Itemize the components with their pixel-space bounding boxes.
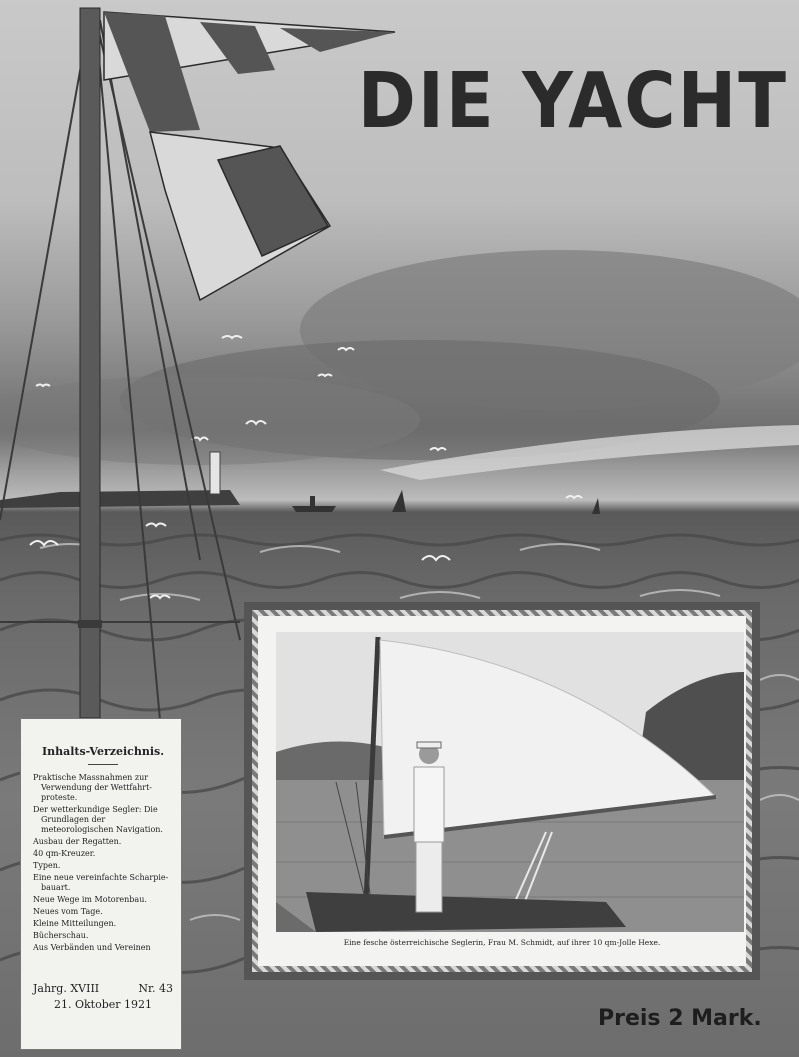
contents-item: Neues vom Tage. bbox=[33, 907, 103, 916]
issue-number: Nr. 43 bbox=[138, 982, 173, 995]
steamer-funnel bbox=[310, 496, 315, 506]
contents-title: Inhalts-Verzeichnis. bbox=[41, 745, 165, 758]
contents-item: Typen. bbox=[33, 861, 61, 870]
contents-item: Eine neue vereinfachte Scharpie-bauart. bbox=[33, 873, 169, 892]
steamer bbox=[292, 506, 336, 512]
contents-divider bbox=[88, 764, 118, 765]
mast-band bbox=[78, 620, 102, 628]
contents-item: Neue Wege im Motorenbau. bbox=[33, 895, 147, 904]
lighthouse bbox=[210, 452, 220, 494]
mast bbox=[80, 8, 100, 718]
photo-frame bbox=[244, 602, 760, 980]
contents-item: Kleine Mitteilungen. bbox=[33, 919, 117, 928]
distant-sail bbox=[392, 490, 406, 512]
price-label: Preis 2 Mark. bbox=[598, 1006, 762, 1031]
sailboat-photo bbox=[276, 632, 744, 932]
issue-volume: Jahrg. XVIII bbox=[33, 982, 100, 995]
distant-sail bbox=[592, 498, 600, 514]
contents-item: Der wetterkundige Segler: Die Grundlagen der meteorologischen Navigation. bbox=[33, 805, 163, 834]
photo-card bbox=[258, 616, 746, 966]
contents-list bbox=[33, 773, 173, 953]
contents-item: 40 qm-Kreuzer. bbox=[33, 849, 96, 858]
photo-caption: Eine fesche österreichische Seglerin, Frau M. Schmidt, auf ihrer 10 qm-Jolle Hexe. bbox=[343, 938, 661, 947]
contents-item: Bücherschau. bbox=[33, 931, 89, 940]
contents-panel bbox=[20, 718, 182, 1050]
issue-date: 21. Oktober 1921 bbox=[53, 998, 153, 1011]
issue-info bbox=[33, 981, 173, 1013]
contents-item: Praktische Massnahmen zur Verwendung der Wettfahrt-proteste. bbox=[33, 773, 153, 802]
contents-item: Aus Verbänden und Vereinen bbox=[33, 943, 151, 952]
contents-item: Ausbau der Regatten. bbox=[33, 837, 122, 846]
masthead-title: DIE YACHT bbox=[357, 55, 788, 146]
headland bbox=[0, 490, 240, 508]
